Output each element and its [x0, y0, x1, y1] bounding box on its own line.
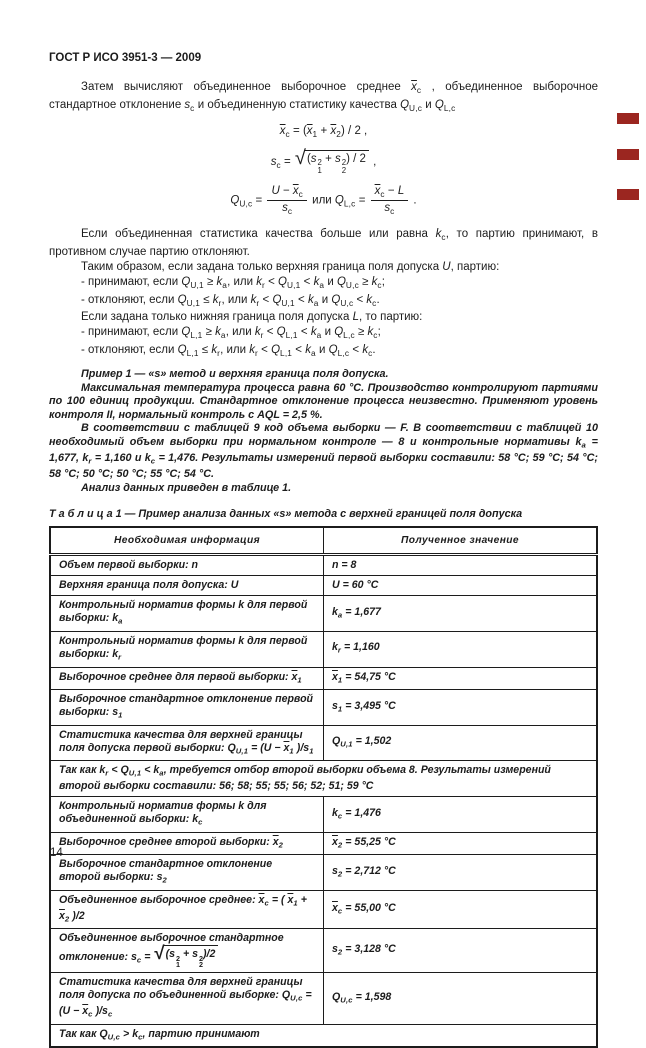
table-row: [50, 555, 597, 576]
example-analysis-note: Анализ данных приведен в таблице 1.: [81, 481, 292, 494]
row-value: $Q_{U,c} = 1,598$: [324, 973, 598, 1024]
row-label: Объединенное выборочное стандартное отклонение: $s_c$ = √ (s 2 1 + s 2 2 )/2: [50, 929, 324, 973]
row-value: $s_2 = 2,712$ °С: [324, 855, 598, 891]
row-label: Верхняя граница поля допуска: U: [50, 576, 324, 596]
row-value: $k_a = 1,677$: [324, 596, 598, 632]
amendment-mark: [617, 113, 639, 124]
table-row: [50, 576, 597, 596]
table-row: [50, 631, 597, 667]
upper-limit-intro: Таким образом, если задана только верхняя граница поля допуска U, партию:: [81, 260, 500, 273]
formula-quality-statistics: $Q_{U,c}$ = $\frac{U - \overline{x}_c}{s_c}$ или $Q_{L,c}$ = $\frac{\overline{x}_c - L}{s_c}$ .: [230, 185, 417, 216]
row-value: $Q_{U,1} = 1,502$: [324, 725, 598, 761]
example-title: Пример 1 — «s» метод и верхняя граница поля допуска.: [81, 368, 389, 381]
row-value: $k_c = 1,476$: [324, 797, 598, 833]
row-value: $\overline{x}_2 = 55,25$ °С: [324, 832, 598, 855]
row-label: Объем первой выборки: n: [50, 555, 324, 576]
intro-paragraph: Затем вычисляют объединенное выборочное среднее $\overline{x}_c$ , объединенное выборочное стандартное отклонение $s_c$ и объединенную статистику качества $Q_{U,c}$ и $Q_{L,c}$: [49, 81, 598, 113]
table-header-row: [50, 527, 597, 555]
table-row-full: [50, 761, 597, 797]
row-label: Контрольный норматив формы k для объединенной выборки: $k_c$: [50, 797, 324, 833]
table-row: [50, 725, 597, 761]
column-header-obtained-value: Полученное значение: [324, 527, 598, 555]
amendment-mark: [617, 189, 639, 200]
row-value: $s_1 = 3,495$ °С: [324, 690, 598, 726]
analysis-table: [49, 526, 598, 1048]
row-value: $s_2 = 3,128$ °С: [324, 929, 598, 973]
row-value: $\overline{x}_1 = 54,75$ °С: [324, 667, 598, 690]
table-row-full: [50, 1024, 597, 1047]
table-row: [50, 596, 597, 632]
row-label: Контрольный норматив формы k для первой выборки: $k_r$: [50, 631, 324, 667]
row-value: U = 60 °С: [324, 576, 598, 596]
row-label: Контрольный норматив формы k для первой выборки: $k_a$: [50, 596, 324, 632]
row-label: Статистика качества для верхней границы поля допуска по объединенной выборке: $Q_{U,c} = (U - \overline{x}_c$ )$/s_c$: [50, 973, 324, 1024]
table-row: [50, 973, 597, 1024]
table-row: [50, 832, 597, 855]
row-label: Статистика качества для верхней границы поля допуска первой выборки: $Q_{U,1} = (U - \overline{x}_1$ )$/s_1$: [50, 725, 324, 761]
row-label: Выборочное среднее для первой выборки: $\overline{x}_1$: [50, 667, 324, 690]
row-value: n = 8: [324, 555, 598, 576]
table-row: [50, 690, 597, 726]
column-header-required-info: Необходимая информация: [50, 527, 324, 555]
table-row: [50, 797, 597, 833]
formula-pooled-std-deviation: $s_c$ = √ (s 2 1 + s 2 2 ) / 2 ,: [270, 146, 377, 175]
acceptance-rule-paragraph: Если объединенная статистика качества больше или равна $k_c$, то партию принимают, в противном случае партию отклоняют.: [49, 227, 598, 258]
upper-reject-item: - отклоняют, если $Q_{U,1} \le k_r$, или $k_r < Q_{U,1} < k_a$ и $Q_{U,c} < k_c$.: [81, 293, 380, 308]
table-row: [50, 929, 597, 973]
example-conditions-paragraph: Максимальная температура процесса равна 60 °С. Производство контролируют партиями по 100 единиц продукции. Стандартное отклонение процесса неизвестно. Применяют уровень контроля II, нормальный контроль с AQL = 2,5 %.: [49, 381, 598, 421]
row-note: Так как $k_r < Q_{U,1} < k_a$, требуется отбор второй выборки объема 8. Результаты измерений второй выборки составили: 56; 58; 55; 55; 56; 52; 51; 59 °С: [50, 761, 597, 797]
example-sampling-paragraph: В соответствии с таблицей 9 код объема выборки — F. В соответствии с таблицей 10 необходимый объем выборки при нормальном контроле — 8 и контрольные нормативы $k_a = 1,677$, $k_r = 1,160$ и $k_c = 1,476$. Результаты измерений первой выборки составили: 58 °С; 59 °С; 54 °С; 58 °С; 50 °С; 50 °С; 55 °С; 54 °С.: [49, 422, 598, 481]
table-row: [50, 891, 597, 929]
lower-accept-item: - принимают, если $Q_{L,1} \ge k_a$, или $k_r < Q_{L,1} < k_a$ и $Q_{L,c} \ge k_c$;: [81, 326, 381, 341]
table-caption: Т а б л и ц а 1 — Пример анализа данных «s» метода с верхней границей поля допуска: [49, 508, 523, 521]
page-number: 14: [50, 847, 63, 859]
row-conclusion: Так как $Q_{U,c} > k_c$, партию принимают: [50, 1024, 597, 1047]
table-row: [50, 667, 597, 690]
row-label: Объединенное выборочное среднее: $\overline{x}_c$ = ( $\overline{x}_1 + \overline{x}_2$ )/2: [50, 891, 324, 929]
row-value: $k_r = 1,160$: [324, 631, 598, 667]
standard-designation: ГОСТ Р ИСО 3951-3 — 2009: [49, 52, 202, 64]
row-label: Выборочное стандартное отклонение первой выборки: $s_1$: [50, 690, 324, 726]
lower-reject-item: - отклоняют, если $Q_{L,1} \le k_r$, или $k_r < Q_{L,1} < k_a$ и $Q_{L,c} < k_c$.: [81, 344, 376, 359]
lower-limit-intro: Если задана только нижняя граница поля допуска L, то партию:: [81, 311, 423, 324]
table-row: [50, 855, 597, 891]
row-value: $\overline{x}_c = 55,00$ °С: [324, 891, 598, 929]
row-label: Выборочное стандартное отклонение второй выборки: $s_2$: [50, 855, 324, 891]
amendment-mark: [617, 149, 639, 160]
formula-pooled-mean: $\overline{x}_c = (\overline{x}_1 + \overline{x}_2) / 2$ ,: [279, 124, 368, 139]
upper-accept-item: - принимают, если $Q_{U,1} \ge k_a$, или $k_r < Q_{U,1} < k_a$ и $Q_{U,c} \ge k_c$;: [81, 275, 385, 290]
row-label: Выборочное среднее второй выборки: $\overline{x}_2$: [50, 832, 324, 855]
